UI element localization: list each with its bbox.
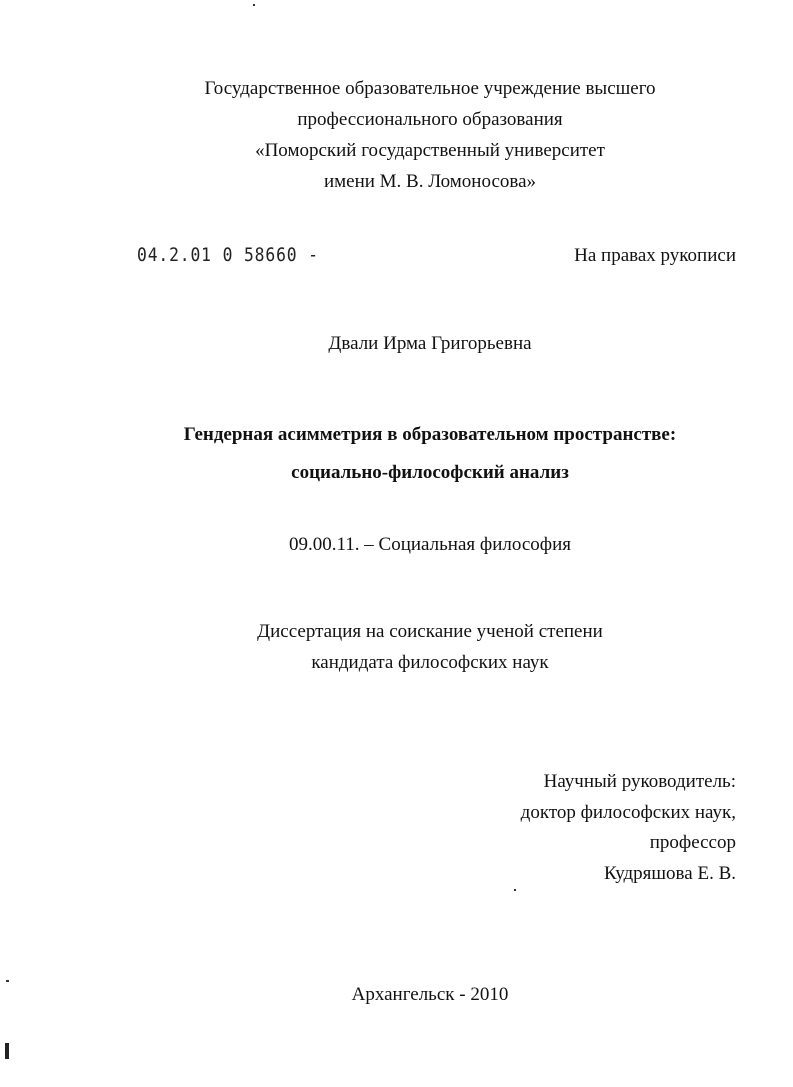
supervisor-degree: доктор философских наук,	[520, 801, 736, 823]
dissertation-title-line-1: Гендерная асимметрия в образовательном пространстве:	[183, 424, 677, 445]
supervisor-role: Научный руководитель:	[543, 771, 736, 792]
dissertation-title-line-2: социально-философский анализ	[291, 462, 569, 483]
institution-line-4: имени М. В. Ломоносова»	[323, 171, 537, 192]
supervisor-position: профессор	[649, 832, 736, 853]
institution-line-1: Государственное образовательное учреждение высшего	[204, 78, 656, 99]
author-name: Двали Ирма Григорьевна	[328, 333, 532, 354]
specialty-code: 09.00.11. – Социальная философия	[289, 534, 571, 555]
scan-speck	[514, 889, 516, 891]
degree-line-2: кандидата философских наук	[311, 652, 549, 673]
rights-notice: На правах рукописи	[574, 245, 736, 266]
supervisor-block	[521, 767, 736, 889]
registration-number: 04.2.01 0 58660 -	[137, 244, 319, 266]
city-year: Архангельск - 2010	[351, 984, 509, 1005]
institution-line-2: профессионального образования	[297, 109, 563, 130]
institution-line-3: «Поморский государственный университет	[255, 140, 605, 161]
scan-mark	[5, 1043, 9, 1059]
scan-speck	[253, 4, 255, 6]
supervisor-name: Кудряшова Е. В.	[603, 862, 736, 884]
degree-line-1: Диссертация на соискание ученой степени	[257, 621, 603, 642]
scan-speck	[6, 980, 9, 982]
